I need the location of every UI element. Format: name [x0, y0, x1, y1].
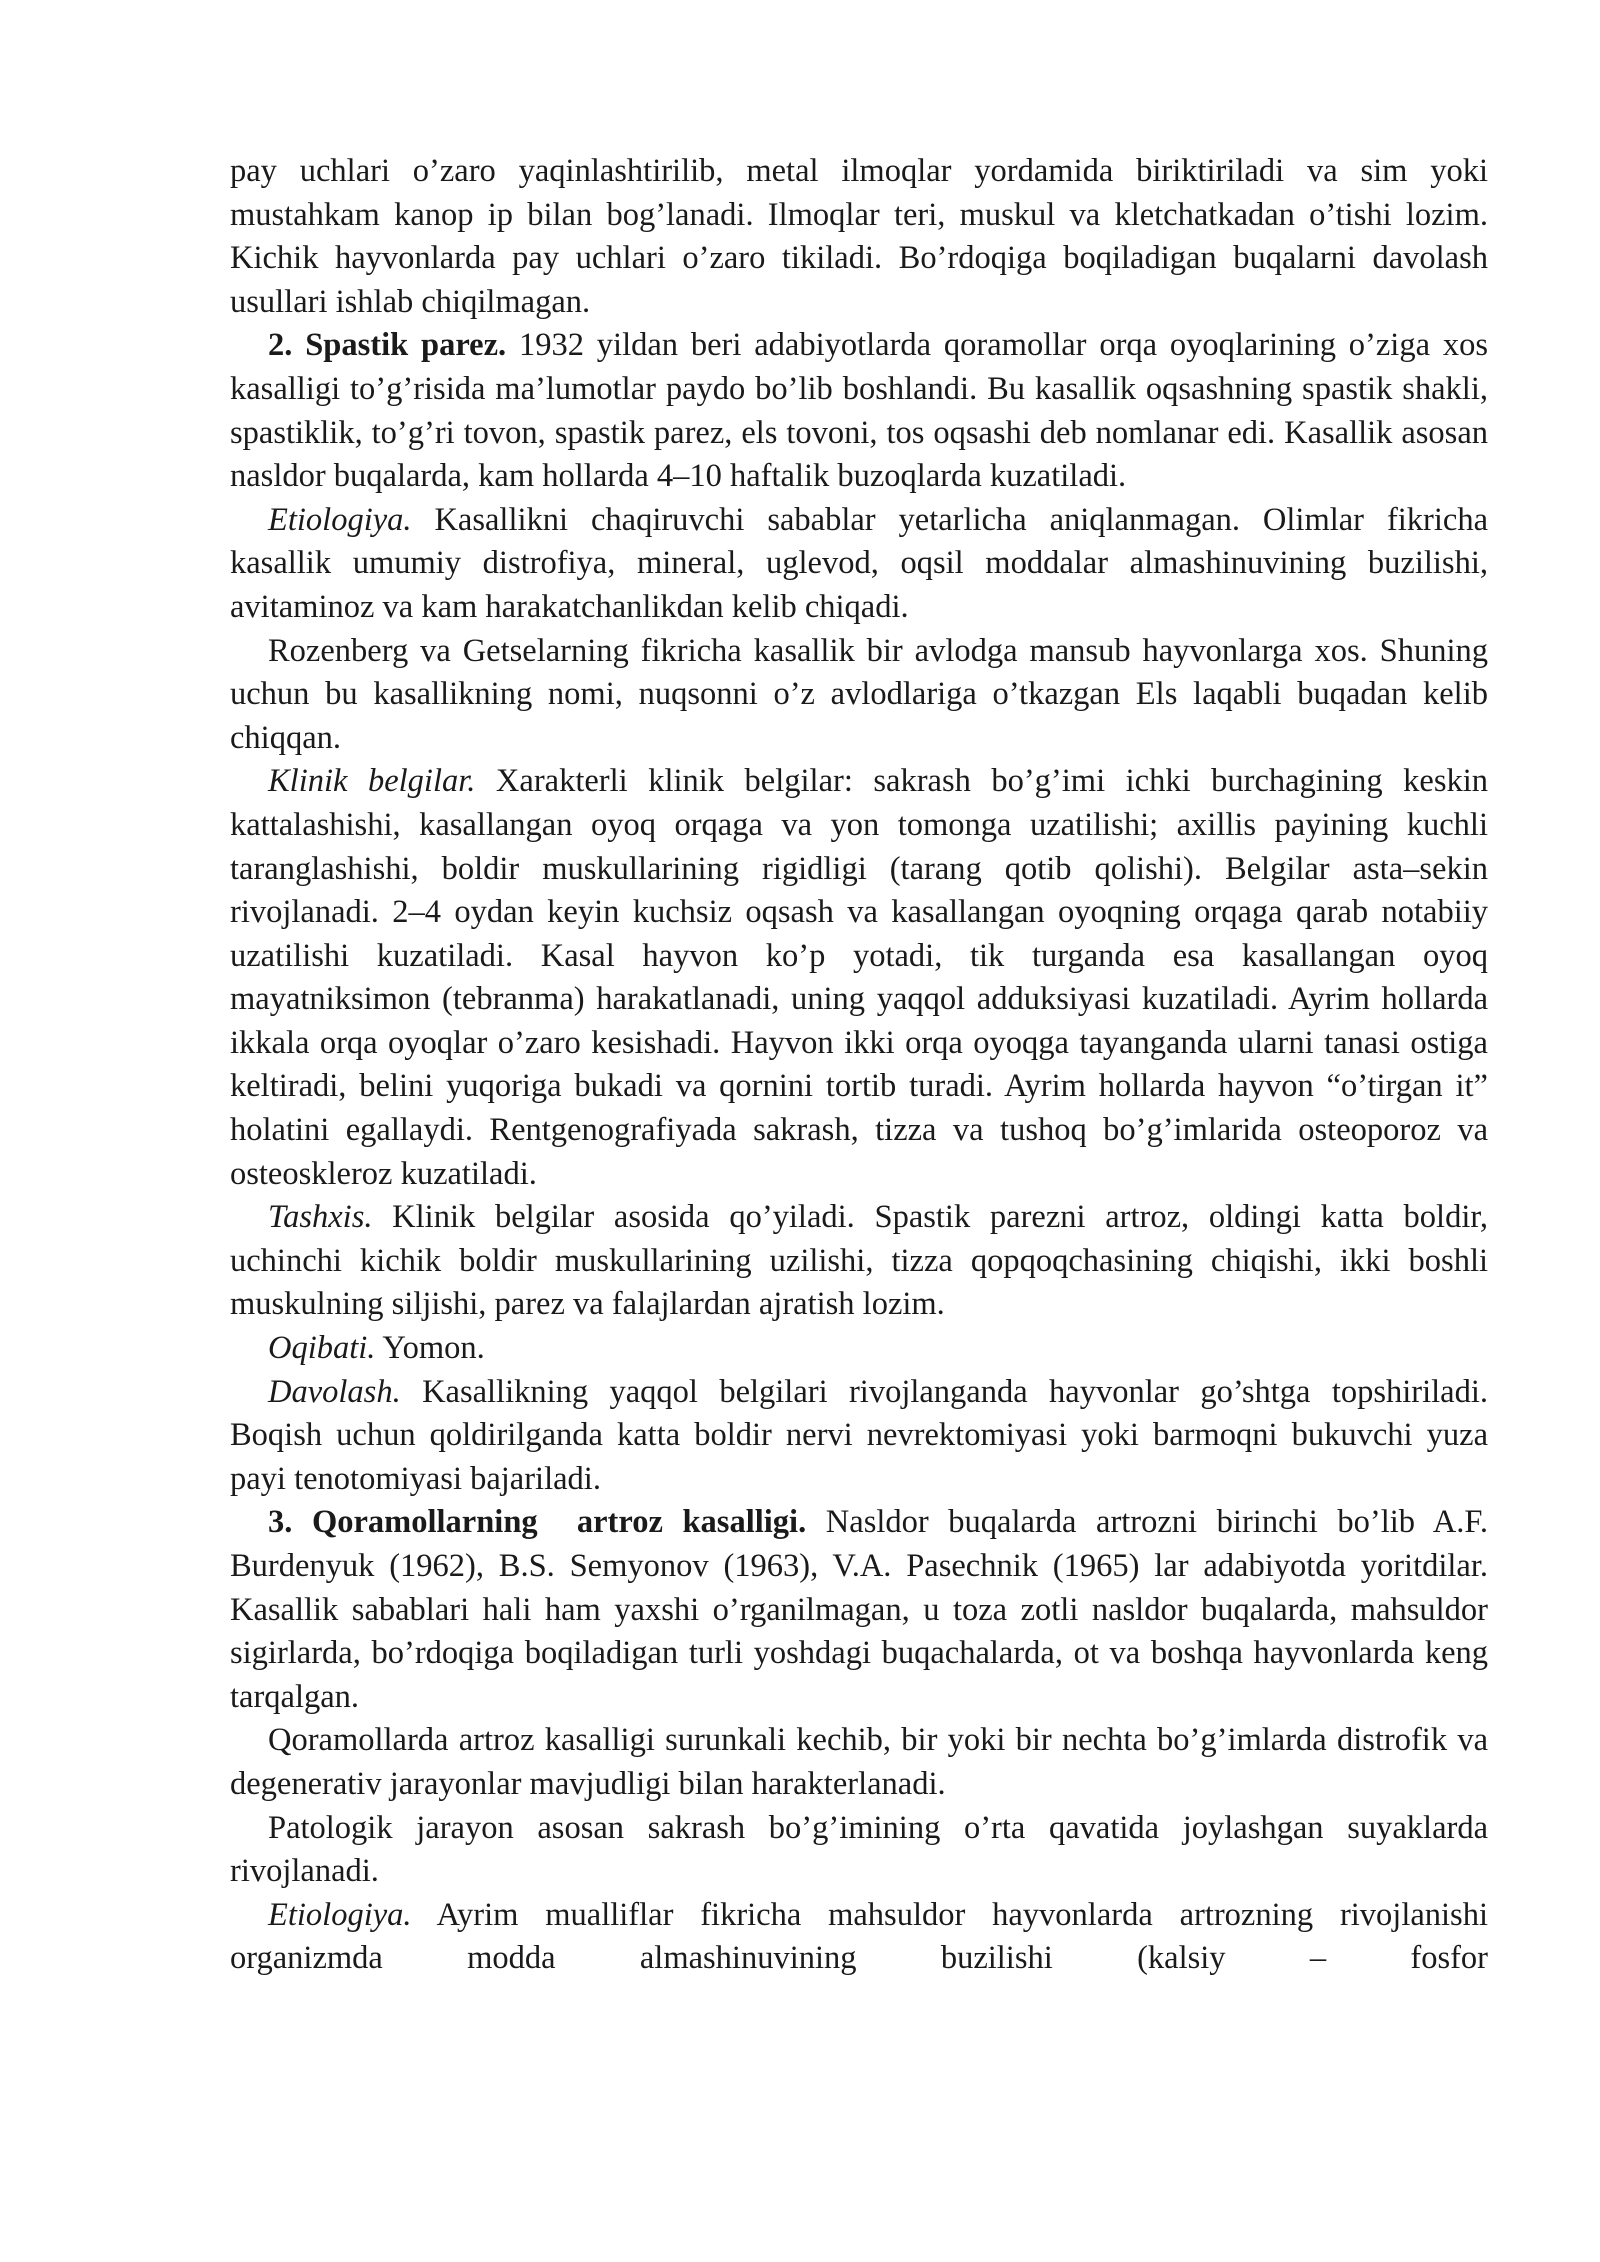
paragraph-text: 1932 yildan beri adabiyotlarda qoramollar orqa oyoqlarining o’ziga xos kasalligi to’g’risida ma’lumotlar paydo bo’lib boshlandi. Bu kasallik oqsashning spastik shakli, spastiklik, to’g’ri tovon, spastik parez, els tovoni, tos oqsashi deb nomlanar edi. Kasallik asosan nasldor buqalarda, kam hollarda 4–10 haftalik buzoqlarda kuzatiladi.	[230, 327, 1488, 495]
paragraph-rozenberg	[230, 630, 1488, 761]
paragraph-text: Xarakterli klinik belgilar: sakrash bo’g’imi ichki burchagining keskin kattalashishi, kasallangan oyoq orqaga va yon tomonga uzatilishi; axillis payining kuchli taranglashishi, boldir muskullarining rigidligi (tarang qotib qolishi). Belgilar asta–sekin rivojlanadi. 2–4 oydan keyin kuchsiz oqsash va kasallangan oyoqning orqaga qarab notabiiy uzatilishi kuzatiladi. Kasal hayvon ko’p yotadi, tik turganda esa kasallangan oyoq mayatniksimon (tebranma) harakatlanadi, uning yaqqol adduksiyasi kuzatiladi. Ayrim hollarda ikkala orqa oyoqlar o’zaro kesishadi. Hayvon ikki orqa oyoqga tayanganda ularni tanasi ostiga keltiradi, belini yuqoriga bukadi va qornini tortib turadi. Ayrim hollarda hayvon “o’tirgan it” holatini egallaydi. Rentgenografiyada sakrash, tizza va tushoq bo’g’imlarida osteoporoz va osteoskleroz kuzatiladi.	[230, 763, 1488, 1192]
paragraph-clinical-signs	[230, 760, 1488, 1196]
paragraph-tendon-suture	[230, 150, 1488, 324]
subheading-etiology: Etiologiya.	[268, 1896, 412, 1933]
paragraph-text: Kasallikning yaqqol belgilari rivojlanganda hayvonlar go’shtga topshiriladi. Boqish uchun qoldirilganda katta boldir nervi nevrektomiyasi yoki barmoqni bukuvchi yuza payi tenotomiyasi bajariladi.	[230, 1373, 1488, 1497]
paragraph-text: pay uchlari o’zaro yaqinlashtirilib, metal ilmoqlar yordamida biriktiriladi va sim yoki mustahkam kanop ip bilan bog’lanadi. Ilmoqlar teri, muskul va kletchatkadan o’tishi lozim. Kichik hayvonlarda pay uchlari o’zaro tikiladi. Bo’rdoqiga boqiladigan buqalarni davolash usullari ishlab chiqilmagan.	[230, 153, 1488, 320]
section-heading-arthrosis: 3. Qoramollarning artroz kasalligi.	[268, 1504, 807, 1541]
subheading-diagnosis: Tashxis.	[268, 1199, 373, 1236]
paragraph-text: Qoramollarda artroz kasalligi surunkali kechib, bir yoki bir nechta bo’g’imlarda distrofik va degenerativ jarayonlar mavjudligi bilan harakterlanadi.	[230, 1722, 1488, 1802]
paragraph-spastic-paresis	[230, 324, 1488, 498]
subheading-clinical-signs: Klinik belgilar.	[268, 763, 476, 800]
paragraph-text: Ayrim mualliflar fikricha mahsuldor hayvonlarda artrozning rivojlanishi organizmda modda almashinuvining buzilishi (kalsiy – fosfor	[230, 1896, 1488, 1977]
paragraph-prognosis	[230, 1327, 1488, 1371]
section-heading-spastic-paresis: 2. Spastik parez.	[268, 327, 507, 364]
subheading-etiology: Etiologiya.	[268, 501, 412, 538]
paragraph-etiology	[230, 499, 1488, 630]
paragraph-treatment	[230, 1371, 1488, 1502]
paragraph-diagnosis	[230, 1196, 1488, 1327]
paragraph-text: Patologik jarayon asosan sakrash bo’g’imining o’rta qavatida joylashgan suyaklarda rivojlanadi.	[230, 1809, 1488, 1890]
paragraph-text: Kasallikni chaqiruvchi sabablar yetarlicha aniqlanmagan. Olimlar fikricha kasallik umumiy distrofiya, mineral, uglevod, oqsil moddalar almashinuvining buzilishi, avitaminoz va kam harakatchanlikdan kelib chiqadi.	[230, 501, 1488, 625]
paragraph-arthrosis	[230, 1501, 1488, 1719]
paragraph-arthrosis-course	[230, 1719, 1488, 1806]
paragraph-text: Nasldor buqalarda artrozni birinchi bo’lib A.F. Burdenyuk (1962), B.S. Semyonov (1963), V.A. Pasechnik (1965) lar adabiyotda yoritdilar. Kasallik sabablari hali ham yaxshi o’rganilmagan, u toza zotli nasldor buqalarda, mahsuldor sigirlarda, bo’rdoqiga boqiladigan turli yoshdagi buqachalarda, ot va boshqa hayvonlarda keng tarqalgan.	[230, 1504, 1488, 1715]
document-page	[230, 150, 1488, 1981]
paragraph-text: Rozenberg va Getselarning fikricha kasallik bir avlodga mansub hayvonlarga xos. Shuning uchun bu kasallikning nomi, nuqsonni o’z avlodlariga o’tkazgan Els laqabli buqadan kelib chiqqan.	[230, 632, 1488, 756]
paragraph-arthrosis-etiology	[230, 1894, 1488, 1981]
paragraph-text: Klinik belgilar asosida qo’yiladi. Spastik parezni artroz, oldingi katta boldir, uchinchi kichik boldir muskullarining uzilishi, tizza qopqoqchasining chiqishi, ikki boshli muskulning siljishi, parez va falajlardan ajratish lozim.	[230, 1199, 1488, 1323]
paragraph-text: Yomon.	[375, 1330, 485, 1367]
paragraph-pathological-process	[230, 1807, 1488, 1894]
subheading-prognosis: Oqibati.	[268, 1330, 376, 1367]
subheading-treatment: Davolash.	[268, 1373, 401, 1410]
